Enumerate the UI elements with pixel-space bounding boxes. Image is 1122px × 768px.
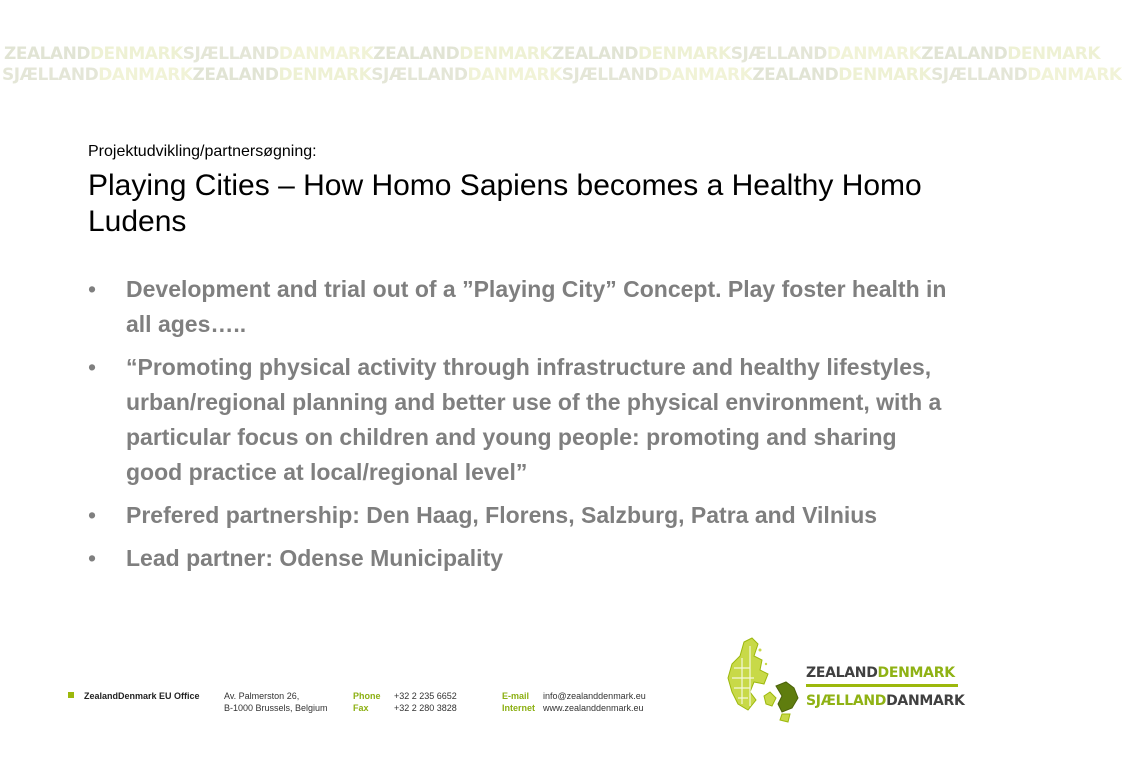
slide-title: Playing Cities – How Homo Sapiens becomes a Healthy Homo Ludens — [88, 169, 922, 238]
bullet-item — [88, 350, 948, 490]
banner-word: ZEALAND — [4, 44, 90, 64]
logo-sjaelland: SJÆLLAND — [806, 693, 887, 709]
banner-word: DENMARK — [838, 65, 932, 85]
banner-word: DANMARK — [278, 44, 374, 64]
footer-office-name: ZealandDenmark EU Office — [84, 691, 200, 701]
footer-address-line2: B-1000 Brussels, Belgium — [224, 703, 328, 713]
banner-word: SJÆLLAND — [2, 65, 99, 85]
banner-word: DENMARK — [459, 44, 552, 64]
logo-line-1 — [806, 663, 962, 683]
zealand-denmark-logo — [806, 663, 965, 711]
banner-word: SJÆLLAND — [561, 65, 658, 85]
footer-email-link[interactable]: info@zealanddenmark.eu — [543, 691, 646, 701]
bullet-text: Prefered partnership: Den Haag, Florens, Salzburg, Patra and Vilnius — [126, 502, 878, 528]
banner-word: DANMARK — [467, 65, 562, 85]
bullet-dot-icon: • — [88, 354, 97, 380]
footer-fax: +32 2 280 3828 — [394, 703, 457, 713]
banner-word: ZEALAND — [192, 65, 279, 85]
footer-website-link[interactable]: www.zealanddenmark.eu — [543, 703, 644, 713]
bullet-text: “Promoting physical activity through infrastructure and healthy lifestyles, urban/regional planning and better use of the physical environment, with a particular focus on children and young people: promoting and sharing good practice at local/regional level” — [126, 354, 942, 485]
banner-word: DENMARK — [1007, 44, 1100, 64]
banner-word: DANMARK — [826, 44, 922, 64]
footer-internet-label: Internet — [502, 703, 536, 713]
banner-word: SJÆLLAND — [182, 44, 279, 64]
banner-word: ZEALAND — [752, 65, 839, 85]
logo-line-2 — [806, 691, 965, 711]
slide-subtitle: Projektudvikling/partnersøgning: — [88, 143, 317, 160]
banner-word: ZEALAND — [373, 44, 460, 64]
footer-email-label: E-mail — [502, 691, 530, 701]
banner-word: SJÆLLAND — [730, 44, 827, 64]
footer-address-line1: Av. Palmerston 26, — [224, 691, 300, 701]
banner-word: ZEALAND — [552, 44, 638, 64]
footer-contact — [0, 690, 720, 714]
banner-word: DENMARK — [89, 44, 183, 64]
footer-fax-label: Fax — [353, 703, 369, 713]
banner-word: SJÆLLAND — [931, 65, 1028, 85]
bullet-item — [88, 541, 948, 576]
banner-word: ZEALAND — [921, 44, 1008, 64]
banner-word: DENMARK — [637, 44, 731, 64]
bullet-list — [88, 272, 948, 584]
banner-word: DANMARK — [657, 65, 753, 85]
banner-word: DANMARK — [1027, 65, 1122, 85]
logo-denmark: DENMARK — [877, 665, 955, 681]
background-wordmark-banner — [0, 44, 1122, 90]
banner-word: DANMARK — [98, 65, 193, 85]
footer-square-icon — [68, 692, 74, 698]
logo-danmark: DANMARK — [886, 693, 965, 709]
banner-word: SJÆLLAND — [371, 65, 468, 85]
logo-zealand: ZEALAND — [806, 665, 878, 681]
bullet-item — [88, 498, 948, 533]
bullet-text: Development and trial out of a ”Playing City” Concept. Play foster health in all ages….. — [126, 276, 947, 337]
footer-address — [224, 690, 328, 714]
footer-phone: +32 2 235 6652 — [394, 691, 457, 701]
bullet-dot-icon: • — [88, 276, 97, 302]
bullet-dot-icon: • — [88, 545, 97, 571]
bullet-item — [88, 272, 948, 342]
footer-phone-label: Phone — [353, 691, 381, 701]
logo-divider — [806, 684, 958, 687]
banner-row-1 — [4, 44, 1100, 65]
denmark-map-logo-icon — [720, 634, 804, 726]
bullet-dot-icon: • — [88, 502, 97, 528]
bullet-text: Lead partner: Odense Municipality — [126, 545, 504, 571]
banner-row-2 — [2, 65, 1122, 86]
banner-word: DENMARK — [278, 65, 372, 85]
